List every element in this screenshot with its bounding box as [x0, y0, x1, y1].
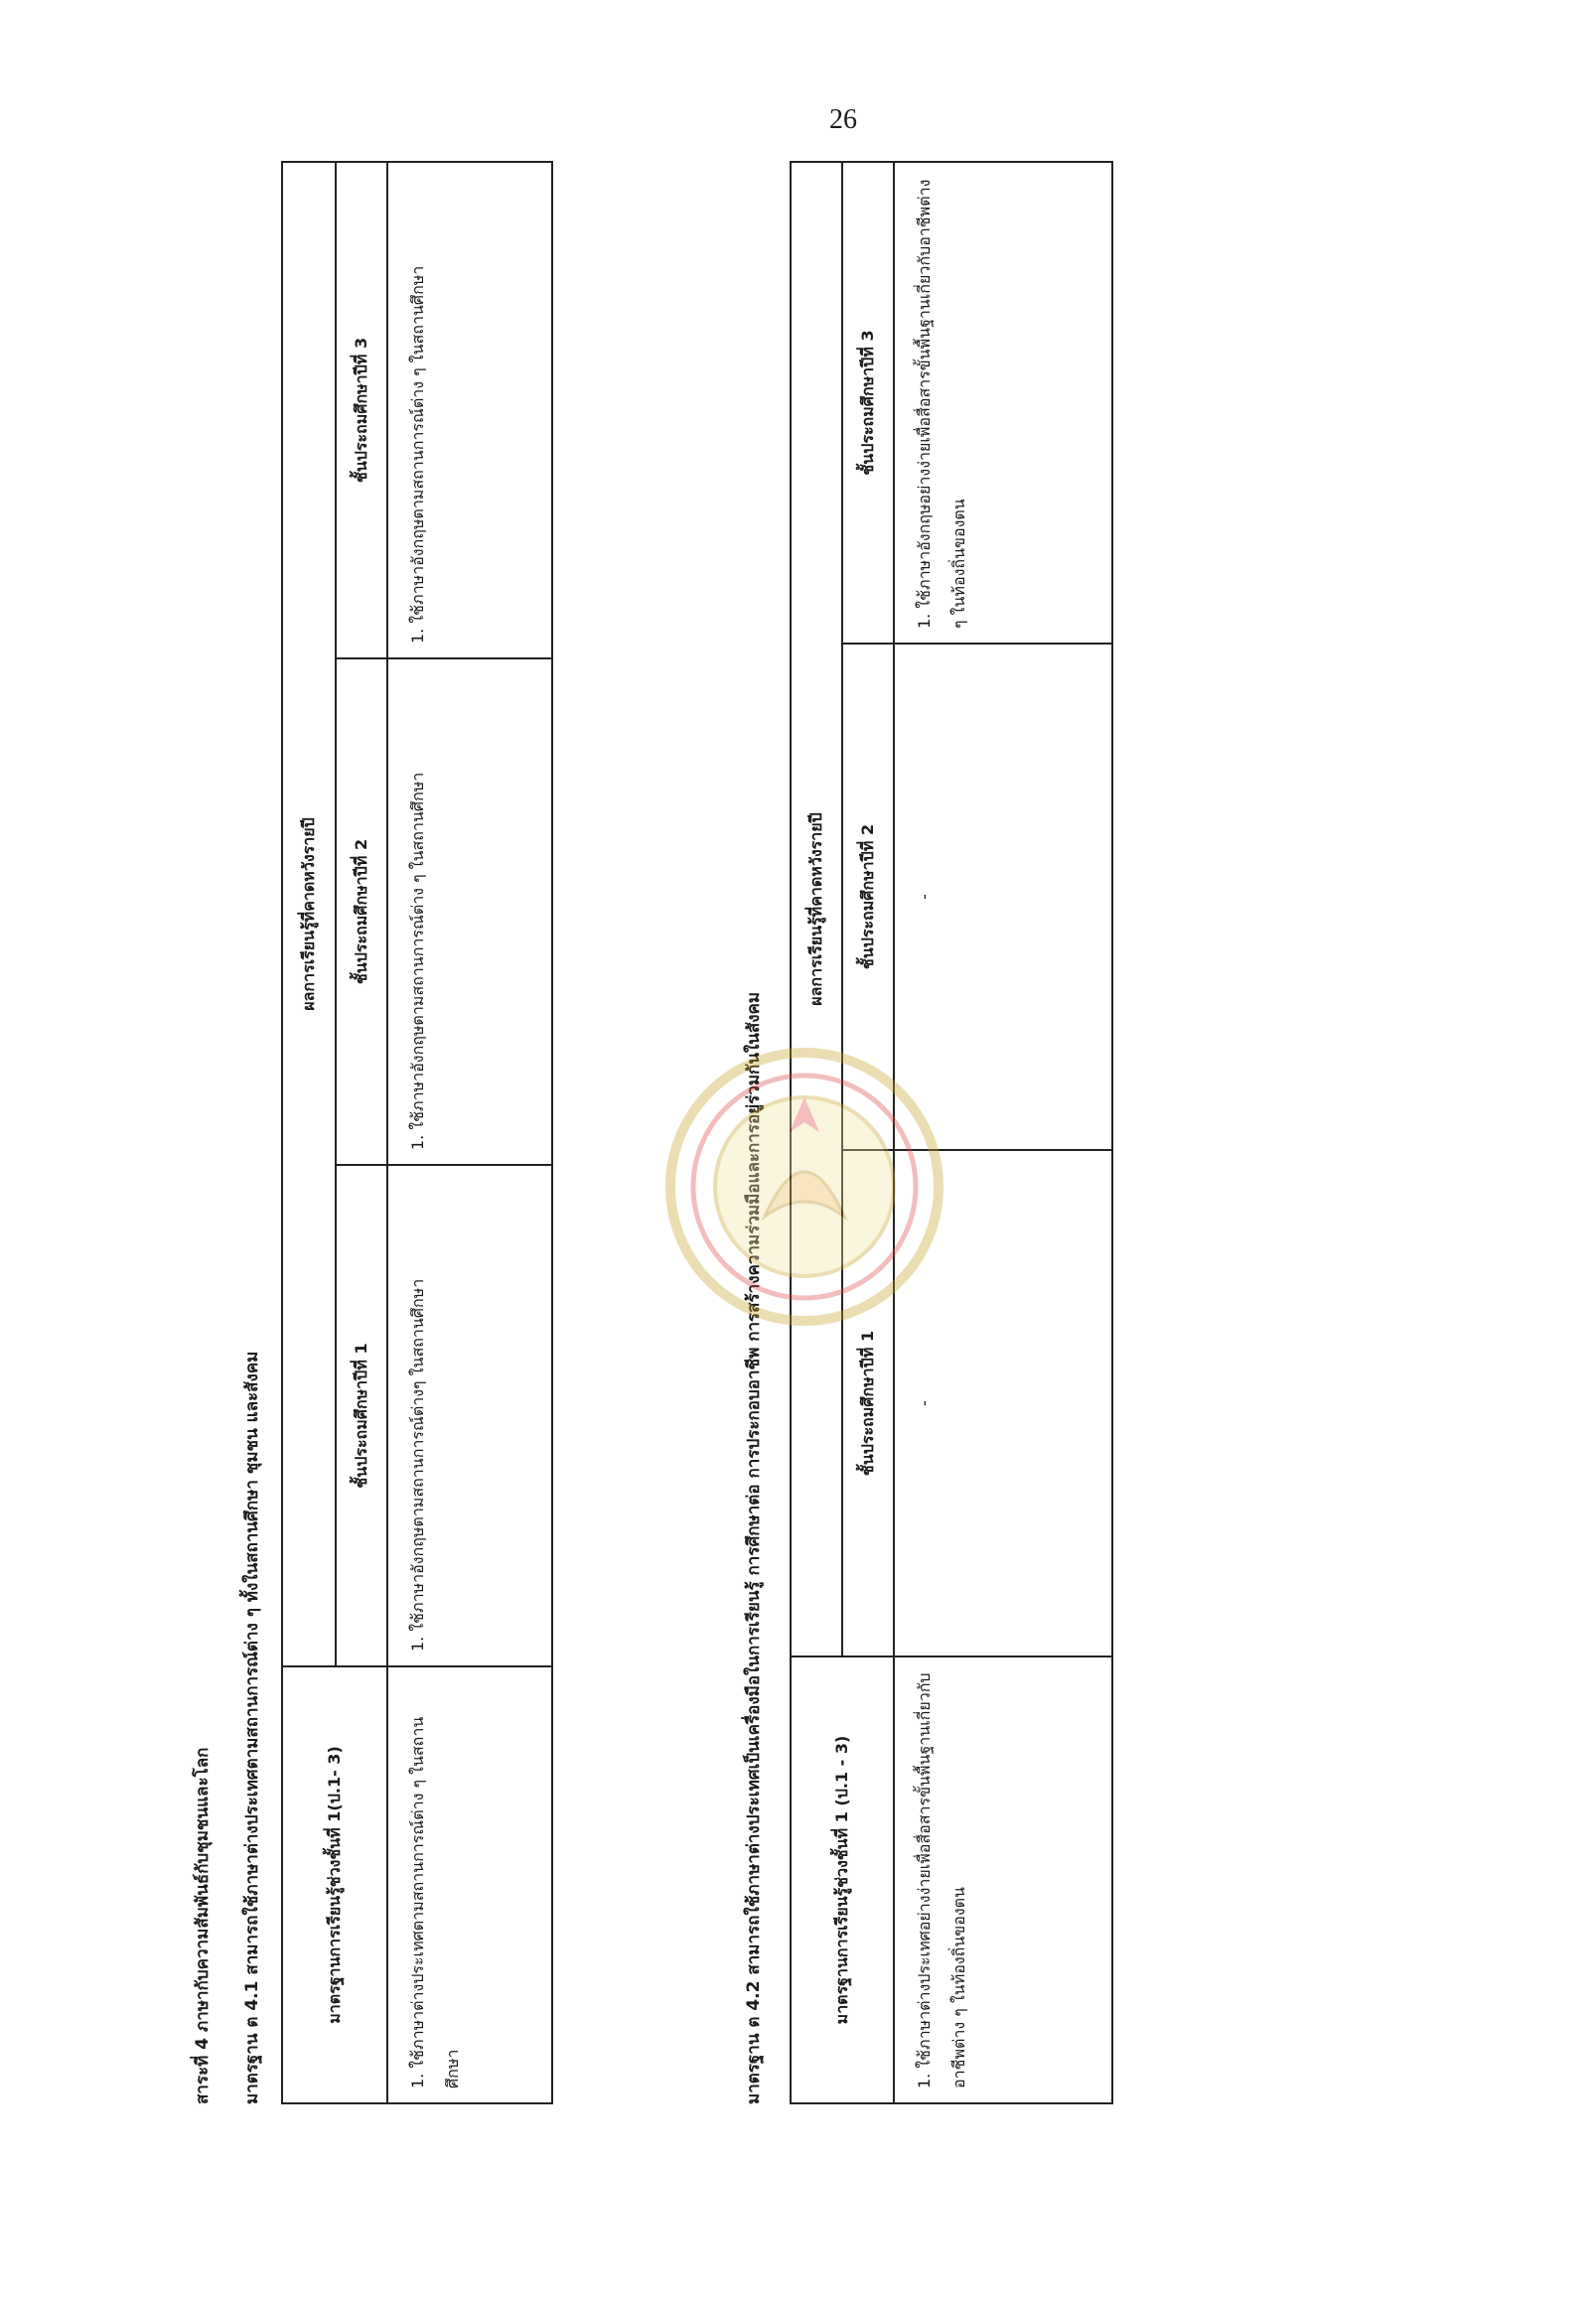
standard-4-2-table — [790, 161, 1113, 2104]
standard-cell: 1. ใช้ภาษาต่างประเทศตามสถานการณ์ต่าง ๆ ในสถานศึกษา — [387, 1666, 552, 2103]
year-2-cell: - — [894, 644, 1112, 1150]
table-row — [387, 162, 552, 2103]
strand-heading: สาระที่ 4 ภาษากับความสัมพันธ์กับชุมชนและโลก — [193, 1747, 213, 2104]
year-2-cell: 1. ใช้ภาษาอังกฤษตามสถานการณ์ต่าง ๆ ในสถานศึกษา — [387, 658, 552, 1165]
year-3-header: ชั้นประถมศึกษาปีที่ 3 — [842, 162, 894, 644]
year-2-header: ชั้นประถมศึกษาปีที่ 2 — [336, 658, 387, 1165]
standard-column-header: มาตรฐานการเรียนรู้ช่วงชั้นที่ 1 (ป.1 - 3) — [791, 1656, 894, 2103]
year-1-header: ชั้นประถมศึกษาปีที่ 1 — [842, 1150, 894, 1656]
expected-outcomes-header: ผลการเรียนรู้ที่คาดหวังรายปี — [282, 162, 336, 1666]
page-number: 26 — [829, 104, 857, 135]
year-3-cell: 1. ใช้ภาษาอังกฤษอย่างง่ายเพื่อสื่อสารขั้นพื้นฐานเกี่ยวกับอาชีพต่าง ๆ ในท้องถิ่นของตน — [894, 162, 1112, 644]
year-1-cell: 1. ใช้ภาษาอังกฤษตามสถานการณ์ต่างๆ ในสถานศึกษา — [387, 1165, 552, 1666]
expected-outcomes-header: ผลการเรียนรู้ที่คาดหวังรายปี — [791, 162, 842, 1656]
standard-4-2: มาตรฐาน ต 4.2 สามารถใช้ภาษาต่างประเทศเป็นเครื่องมือในการเรียนรู้ การศึกษาต่อ การประกอบอาชีพ การสร้างความร่วมมือและการอยู่ร่วมกันในสังคม — [744, 991, 764, 2104]
year-2-header: ชั้นประถมศึกษาปีที่ 2 — [842, 644, 894, 1150]
standard-4-1-table — [281, 161, 553, 2104]
year-3-cell: 1. ใช้ภาษาอังกฤษตามสถานการณ์ต่าง ๆ ในสถานศึกษา — [387, 162, 552, 658]
year-3-header: ชั้นประถมศึกษาปีที่ 3 — [336, 162, 387, 658]
standard-column-header: มาตรฐานการเรียนรู้ช่วงชั้นที่ 1(ป.1- 3) — [282, 1666, 387, 2103]
table-row — [894, 162, 1112, 2103]
standard-cell: 1. ใช้ภาษาต่างประเทศอย่างง่ายเพื่อสื่อสารขั้นพื้นฐานเกี่ยวกับอาชีพต่าง ๆ ในท้องถิ่นของตน — [894, 1656, 1112, 2103]
year-1-cell: - — [894, 1150, 1112, 1656]
standard-4-1: มาตรฐาน ต 4.1 สามารถใช้ภาษาต่างประเทศตามสถานการณ์ต่าง ๆ ทั้งในสถานศึกษา ชุมชน และสังคม — [242, 1351, 262, 2104]
year-1-header: ชั้นประถมศึกษาปีที่ 1 — [336, 1165, 387, 1666]
